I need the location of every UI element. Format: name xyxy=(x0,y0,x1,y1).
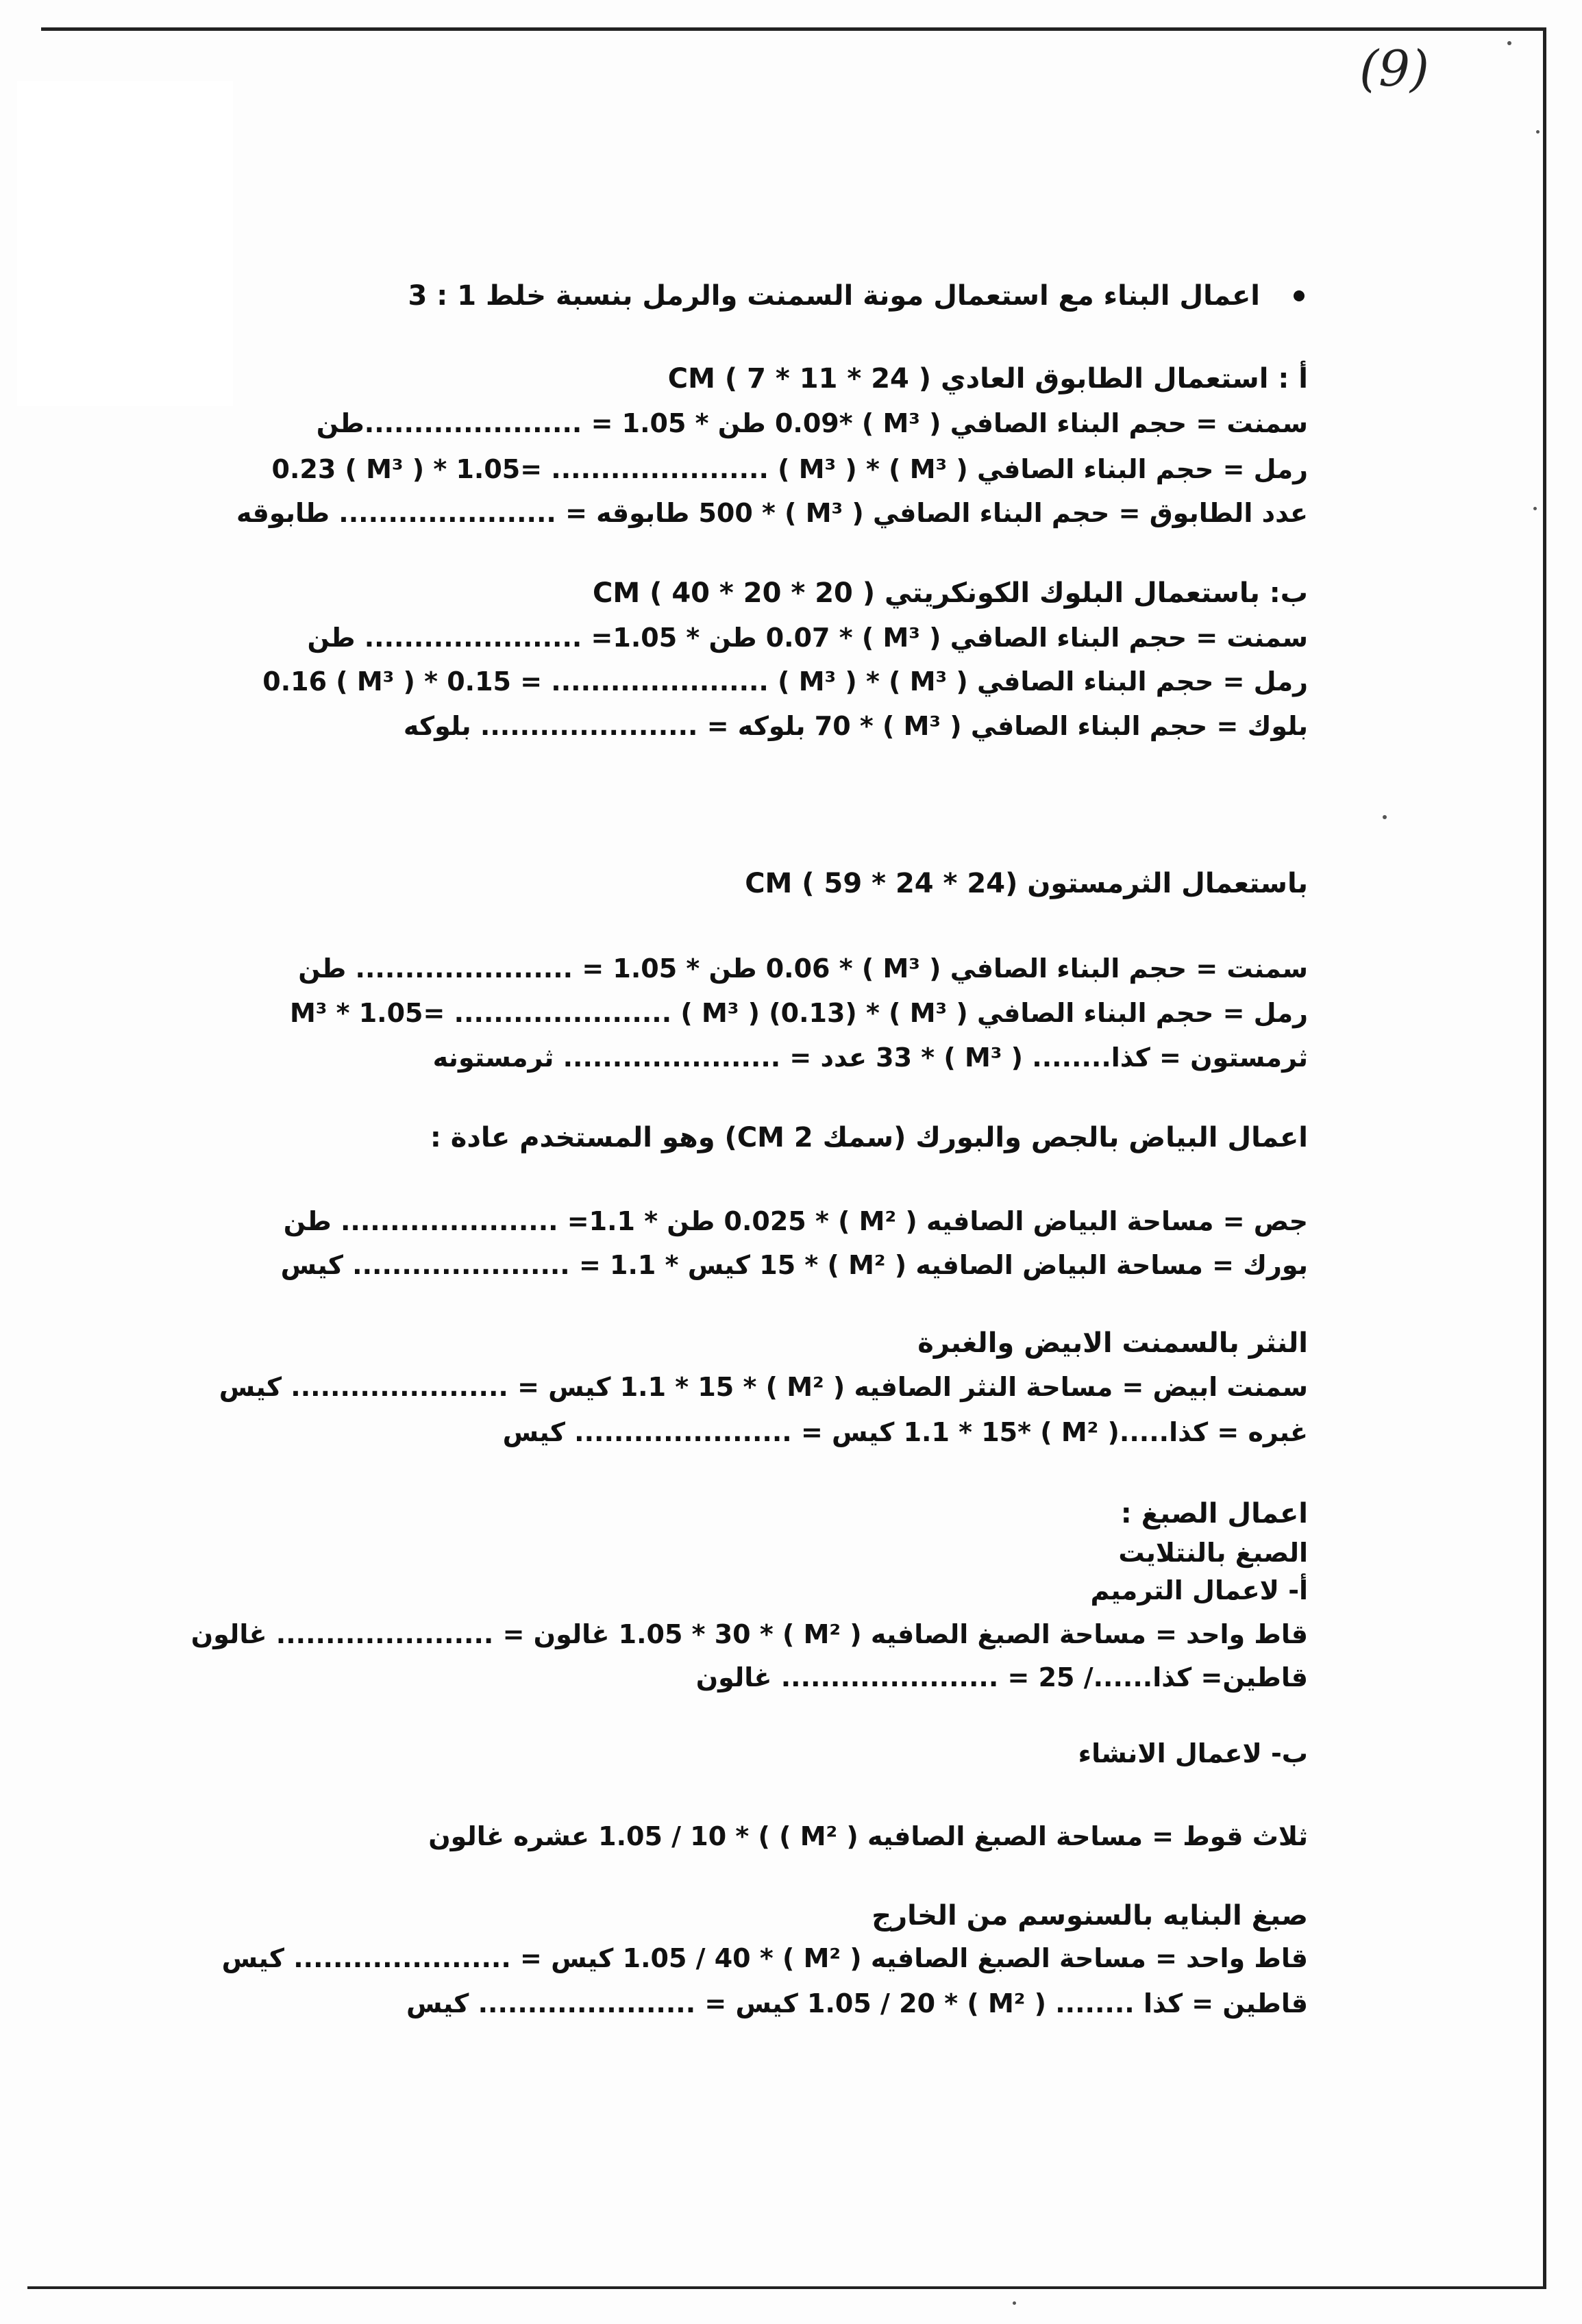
section-paint-subheading: الصبغ بالنتلايت xyxy=(1118,1538,1308,1568)
section-paint-item-a: أ- لاعمال الترميم xyxy=(1090,1575,1308,1605)
section-b-blocks: بلوك = حجم البناء الصافي ( M³ ) * 70 بلوكه = ...................... بلوكه xyxy=(403,711,1308,741)
section-a-sand: رمل = حجم البناء الصافي ( M³ ) * 0.23 ( M³ ) * 1.05= ...................... ( M³ ) xyxy=(271,454,1308,484)
section-paint-one-coat: قاط واحد = مساحة الصبغ الصافيه ( M² ) * 1.05 * 30 غالون = ...................... غالون xyxy=(190,1619,1308,1649)
scan-speck xyxy=(1383,815,1387,819)
section-spray-dust: غبره = كذا.....( M² ) *1.1 * 15 كيس = ...................... كيس xyxy=(502,1417,1308,1447)
section-exterior-one-coat: قاط واحد = مساحة الصبغ الصافيه ( M² ) * 1.05 / 40 كيس = ...................... كيس xyxy=(221,1943,1308,1973)
section-exterior-two-coats: قاطين = كذا ........ ( M² ) * 1.05 / 20 كيس = ...................... كيس xyxy=(406,1988,1308,2019)
section-b-heading: ب: باستعمال البلوك الكونكريتي ( 20 * 20 * 40 ) CM xyxy=(593,577,1308,609)
scan-speck xyxy=(1507,41,1511,45)
section-thermostone-cement: سمنت = حجم البناء الصافي ( M³ ) * 0.06 طن * 1.05 = ...................... طن xyxy=(298,953,1308,984)
main-title: اعمال البناء مع استعمال مونة السمنت والرمل بنسبة خلط 1 : 3 xyxy=(408,280,1260,312)
section-a-cement: سمنت = حجم البناء الصافي ( M³ ) *0.09 طن * 1.05 = ......................طن xyxy=(316,408,1308,438)
section-b-sand: رمل = حجم البناء الصافي ( M³ ) * 0.16 ( M³ ) * 0.15 = ...................... ( M³ ) xyxy=(262,666,1308,697)
section-a-heading: أ : استعمال الطابوق العادي ( 24 * 11 * 7 ) CM xyxy=(667,363,1308,395)
section-paint-three-coats: ثلاث قوط = مساحة الصبغ الصافيه ( M² ) ) * 1.05 / 10 عشره غالون xyxy=(428,1821,1308,1851)
page-border-right xyxy=(1543,27,1546,2288)
scan-speck xyxy=(1533,507,1537,510)
section-plaster-heading: اعمال البياض بالجص والبورك (سمك CM 2) وهو المستخدم عادة : xyxy=(430,1122,1308,1153)
section-plaster-bork: بورك = مساحة البياض الصافيه ( M² ) * 15 كيس * 1.1 = ...................... كيس xyxy=(280,1250,1308,1280)
scan-speck xyxy=(1536,130,1540,134)
section-thermostone-heading: باستعمال الثرمستون (24 * 24 * 59 ) CM xyxy=(745,868,1308,899)
section-plaster-gypsum: جص = مساحة البياض الصافيه ( M² ) * 0.025 طن * 1.1= ...................... طن xyxy=(283,1206,1308,1236)
page-number: (9) xyxy=(1359,40,1429,97)
scan-speck xyxy=(1013,2301,1016,2305)
page-border-top xyxy=(41,27,1546,31)
section-paint-two-coats: قاطين= كذا....../ 25 = ...................... غالون xyxy=(695,1662,1308,1692)
section-paint-heading: اعمال الصبغ : xyxy=(1120,1498,1308,1529)
section-a-bricks: عدد الطابوق = حجم البناء الصافي ( M³ ) * 500 طابوقه = ...................... طابوقه xyxy=(236,498,1308,528)
section-spray-white-cement: سمنت ابيض = مساحة النثر الصافيه ( M² ) * 1.1 * 15 كيس = ...................... كيس xyxy=(219,1372,1308,1402)
page-border-bottom xyxy=(27,2286,1546,2289)
section-thermostone-sand: رمل = حجم البناء الصافي ( M³ ) * (0.13) M³ * 1.05= ...................... ( M³ ) xyxy=(289,998,1308,1028)
section-thermostone-units: ثرمستون = كذا........ ( M³ ) * 33 عدد = ...................... ثرمستونه xyxy=(432,1042,1308,1073)
section-b-cement: سمنت = حجم البناء الصافي ( M³ ) * 0.07 طن * 1.05= ...................... طن xyxy=(307,623,1308,653)
section-paint-item-b: ب- لاعمال الانشاء xyxy=(1078,1738,1308,1769)
bullet-icon xyxy=(1294,290,1305,301)
section-exterior-heading: صبغ البنايه بالسنوسم من الخارج xyxy=(872,1900,1308,1932)
section-spray-heading: النثر بالسمنت الابيض والغبرة xyxy=(917,1327,1308,1359)
redacted-area xyxy=(17,81,233,406)
